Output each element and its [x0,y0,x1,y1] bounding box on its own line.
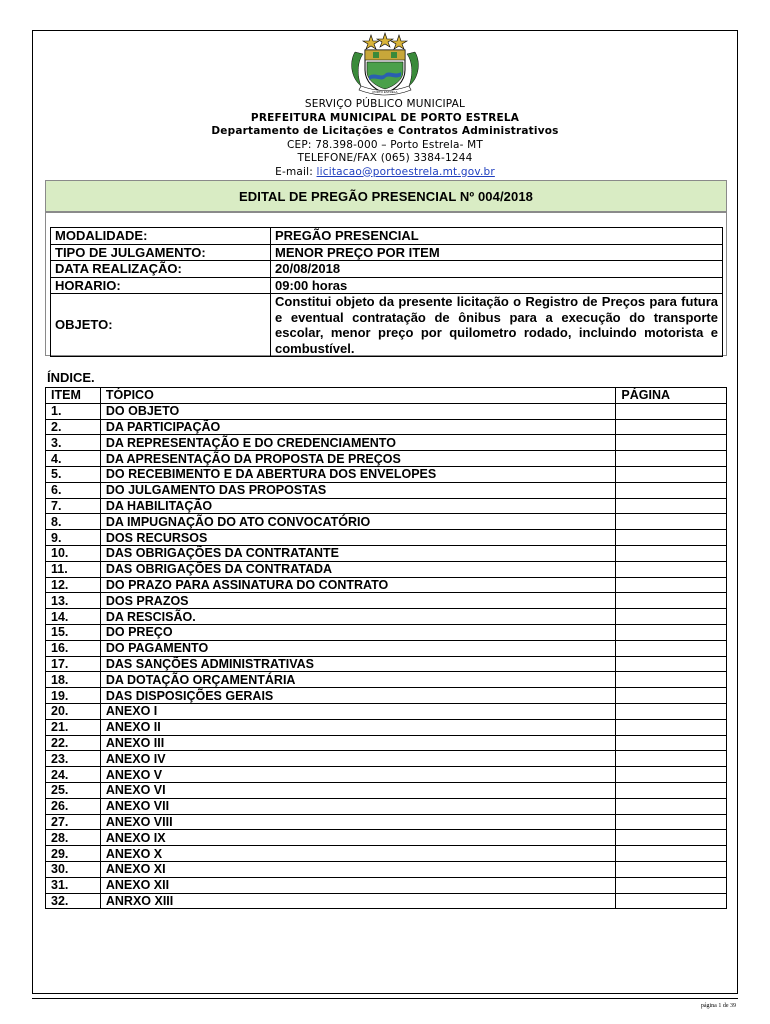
index-page [616,861,727,877]
index-row [46,703,727,719]
index-item-number: 6. [46,482,101,498]
index-item-number: 16. [46,640,101,656]
index-header-row [46,388,727,404]
info-row-modalidade [51,228,723,245]
index-item-number: 18. [46,672,101,688]
index-page [616,530,727,546]
index-item-number: 15. [46,624,101,640]
index-item-number: 7. [46,498,101,514]
index-row [46,498,727,514]
index-page [616,451,727,467]
index-row [46,893,727,909]
header-cep: CEP: 78.398-000 – Porto Estrela- MT [287,138,483,151]
index-row [46,798,727,814]
index-topic: DA HABILITAÇÃO [100,498,616,514]
index-topic: DA PARTICIPAÇÃO [100,419,616,435]
index-page [616,624,727,640]
index-topic: ANEXO IV [100,751,616,767]
index-item-number: 17. [46,656,101,672]
index-row [46,593,727,609]
index-item-number: 32. [46,893,101,909]
index-item-number: 13. [46,593,101,609]
index-item-number: 21. [46,719,101,735]
index-row [46,656,727,672]
index-table-body [46,403,727,909]
index-topic: ANEXO I [100,703,616,719]
index-row [46,877,727,893]
index-item-number: 10. [46,545,101,561]
index-header-item: ITEM [46,388,101,404]
footer-divider [32,998,738,999]
index-page [616,561,727,577]
index-row [46,861,727,877]
edital-info-table [50,227,723,357]
email-link[interactable]: licitacao@portoestrela.mt.gov.br [316,165,495,178]
index-page [616,498,727,514]
julgamento-label: TIPO DE JULGAMENTO: [51,244,271,261]
index-topic: ANEXO XII [100,877,616,893]
index-topic: ANEXO VIII [100,814,616,830]
info-row-horario [51,277,723,294]
index-page [616,751,727,767]
horario-value: 09:00 horas [271,277,723,294]
index-page [616,403,727,419]
index-item-number: 28. [46,830,101,846]
index-topic: DO RECEBIMENTO E DA ABERTURA DOS ENVELOPES [100,466,616,482]
index-item-number: 26. [46,798,101,814]
index-row [46,688,727,704]
index-topic: DO PRAZO PARA ASSINATURA DO CONTRATO [100,577,616,593]
index-topic: DO JULGAMENTO DAS PROPOSTAS [100,482,616,498]
index-page [616,577,727,593]
index-page [616,435,727,451]
modalidade-label: MODALIDADE: [51,228,271,245]
index-topic: DO PAGAMENTO [100,640,616,656]
index-page [616,593,727,609]
index-row [46,577,727,593]
index-item-number: 4. [46,451,101,467]
index-header-page: PÁGINA [616,388,727,404]
header-department: Departamento de Licitações e Contratos Administrativos [211,125,559,137]
index-item-number: 19. [46,688,101,704]
index-page [616,830,727,846]
index-page [616,814,727,830]
index-page [616,782,727,798]
index-page [616,545,727,561]
index-row [46,767,727,783]
modalidade-value: PREGÃO PRESENCIAL [271,228,723,245]
index-table [45,387,727,909]
index-page [616,482,727,498]
index-topic: ANEXO V [100,767,616,783]
info-row-julgamento [51,244,723,261]
index-item-number: 22. [46,735,101,751]
objeto-value: Constitui objeto da presente licitação o Registro de Preços para futura e eventual contratação de ônibus para a execução do transporte escolar, menor preço por quilometro rodado, incluindo motorista e combustível. [271,294,723,357]
index-row [46,561,727,577]
index-item-number: 25. [46,782,101,798]
index-item-number: 2. [46,419,101,435]
index-row [46,466,727,482]
municipal-crest-logo [343,32,427,98]
index-row [46,545,727,561]
index-topic: DOS RECURSOS [100,530,616,546]
index-row [46,624,727,640]
index-topic: ANEXO VII [100,798,616,814]
index-page [616,672,727,688]
index-page [616,656,727,672]
index-item-number: 24. [46,767,101,783]
index-page [616,514,727,530]
index-topic: DO OBJETO [100,403,616,419]
index-page [616,703,727,719]
index-page [616,767,727,783]
index-row [46,735,727,751]
index-item-number: 30. [46,861,101,877]
index-title: ÍNDICE. [47,370,95,385]
index-page [616,466,727,482]
header-prefeitura: PREFEITURA MUNICIPAL DE PORTO ESTRELA [250,111,520,124]
index-topic: DAS OBRIGAÇÕES DA CONTRATADA [100,561,616,577]
index-row [46,451,727,467]
index-item-number: 23. [46,751,101,767]
index-topic: ANEXO III [100,735,616,751]
index-topic: DA RESCISÃO. [100,609,616,625]
index-row [46,672,727,688]
index-topic: ANEXO VI [100,782,616,798]
index-row [46,482,727,498]
index-topic: ANEXO XI [100,861,616,877]
index-page [616,688,727,704]
index-topic: DO PREÇO [100,624,616,640]
index-row [46,609,727,625]
index-row [46,435,727,451]
index-topic: ANEXO IX [100,830,616,846]
index-page [616,640,727,656]
index-page [616,846,727,862]
index-row [46,814,727,830]
index-item-number: 12. [46,577,101,593]
index-item-number: 5. [46,466,101,482]
index-row [46,719,727,735]
objeto-label: OBJETO: [51,294,271,357]
index-page [616,877,727,893]
data-label: DATA REALIZAÇÃO: [51,261,271,278]
index-row [46,782,727,798]
index-row [46,419,727,435]
header-email-line [0,166,770,180]
index-page [616,719,727,735]
index-item-number: 29. [46,846,101,862]
index-topic: DA REPRESENTAÇÃO E DO CREDENCIAMENTO [100,435,616,451]
index-row [46,751,727,767]
header-block [0,98,770,179]
index-item-number: 27. [46,814,101,830]
index-topic: DA APRESENTAÇÃO DA PROPOSTA DE PREÇOS [100,451,616,467]
index-item-number: 3. [46,435,101,451]
index-page [616,893,727,909]
index-page [616,735,727,751]
index-topic: ANEXO X [100,846,616,862]
index-topic: DAS OBRIGAÇÕES DA CONTRATANTE [100,545,616,561]
footer-page-number: página 1 de 39 [700,1003,736,1009]
horario-label: HORARIO: [51,277,271,294]
info-row-objeto [51,294,723,357]
index-topic: ANEXO II [100,719,616,735]
index-page [616,609,727,625]
index-header-topic: TÓPICO [100,388,616,404]
index-row [46,530,727,546]
edital-title: EDITAL DE PREGÃO PRESENCIAL Nº 004/2018 [238,188,533,204]
edital-title-box [45,180,727,212]
info-row-data [51,261,723,278]
index-item-number: 8. [46,514,101,530]
index-item-number: 14. [46,609,101,625]
index-topic: DAS SANÇÕES ADMINISTRATIVAS [100,656,616,672]
index-item-number: 31. [46,877,101,893]
index-row [46,830,727,846]
julgamento-value: MENOR PREÇO POR ITEM [271,244,723,261]
index-item-number: 20. [46,703,101,719]
index-item-number: 11. [46,561,101,577]
header-service: SERVIÇO PÚBLICO MUNICIPAL [304,98,466,110]
index-topic: DAS DISPOSIÇÕES GERAIS [100,688,616,704]
index-row [46,403,727,419]
index-topic: DA DOTAÇÃO ORÇAMENTÁRIA [100,672,616,688]
index-row [46,846,727,862]
index-item-number: 1. [46,403,101,419]
edital-info-box [45,212,727,356]
index-page [616,798,727,814]
index-row [46,514,727,530]
index-item-number: 9. [46,530,101,546]
crest-banner-text: PORTO ESTRELA [372,90,398,94]
index-topic: DOS PRAZOS [100,593,616,609]
index-topic: ANRXO XIII [100,893,616,909]
index-page [616,419,727,435]
data-value: 20/08/2018 [271,261,723,278]
header-phone: TELEFONE/FAX (065) 3384-1244 [297,152,473,164]
email-label: E-mail: [275,165,317,178]
index-row [46,640,727,656]
index-topic: DA IMPUGNAÇÃO DO ATO CONVOCATÓRIO [100,514,616,530]
